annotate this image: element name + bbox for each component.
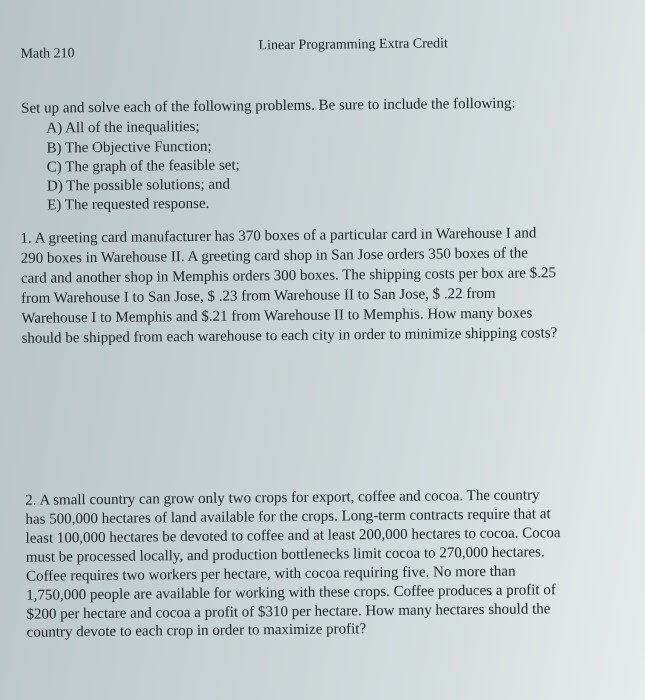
instruction-item: E) The requested response. bbox=[47, 195, 210, 214]
problem-line: from Warehouse I to San Jose, $ .23 from Warehouse II to San Jose, $ .22 from bbox=[21, 285, 496, 307]
problem-line: Coffee requires two workers per hectare, with cocoa requiring five. No more than bbox=[25, 563, 516, 585]
problem-line: has 500,000 hectares of land available for the crops. Long-term contracts require that at bbox=[25, 506, 551, 528]
course-name: Math 210 bbox=[20, 46, 75, 62]
problem-line: card and another shop in Memphis orders 300 boxes. The shipping costs per box are $.25 bbox=[20, 265, 557, 287]
problem-line: Warehouse I to Memphis and $.21 from Warehouse II to Memphis. How many boxes bbox=[21, 305, 533, 327]
problem-line: country devote to each crop in order to maximize profit? bbox=[26, 621, 367, 641]
instruction-item: D) The possible solutions; and bbox=[46, 176, 231, 195]
instructions-intro: Set up and solve each of the following problems. Be sure to include the following: bbox=[21, 95, 516, 117]
instruction-item: A) All of the inequalities; bbox=[46, 118, 200, 137]
problem-line: must be processed locally, and production bottlenecks limit cocoa to 270,000 hectares. bbox=[25, 544, 545, 566]
instruction-item: B) The Objective Function; bbox=[46, 138, 212, 157]
instruction-item: C) The graph of the feasible set; bbox=[46, 157, 240, 176]
problem-line: 1,750,000 people are available for working with these crops. Coffee produces a profit of bbox=[26, 582, 556, 604]
problem-line: 1. A greeting card manufacturer has 370 boxes of a particular card in Warehouse I and bbox=[20, 225, 537, 247]
document-title: Linear Programming Extra Credit bbox=[258, 36, 448, 54]
problem-line: should be shipped from each warehouse to each city in order to minimize shipping costs? bbox=[21, 325, 558, 347]
problem-line: $200 per hectare and cocoa a profit of $310 per hectare. How many hectares should the bbox=[26, 601, 551, 623]
problem-line: least 100,000 hectares be devoted to coffee and at least 200,000 hectares to cocoa. Cocoa bbox=[25, 525, 561, 547]
problem-line: 2. A small country can grow only two crops for export, coffee and cocoa. The country bbox=[25, 487, 540, 509]
problem-line: 290 boxes in Warehouse II. A greeting card shop in San Jose orders 350 boxes of the bbox=[20, 245, 528, 267]
